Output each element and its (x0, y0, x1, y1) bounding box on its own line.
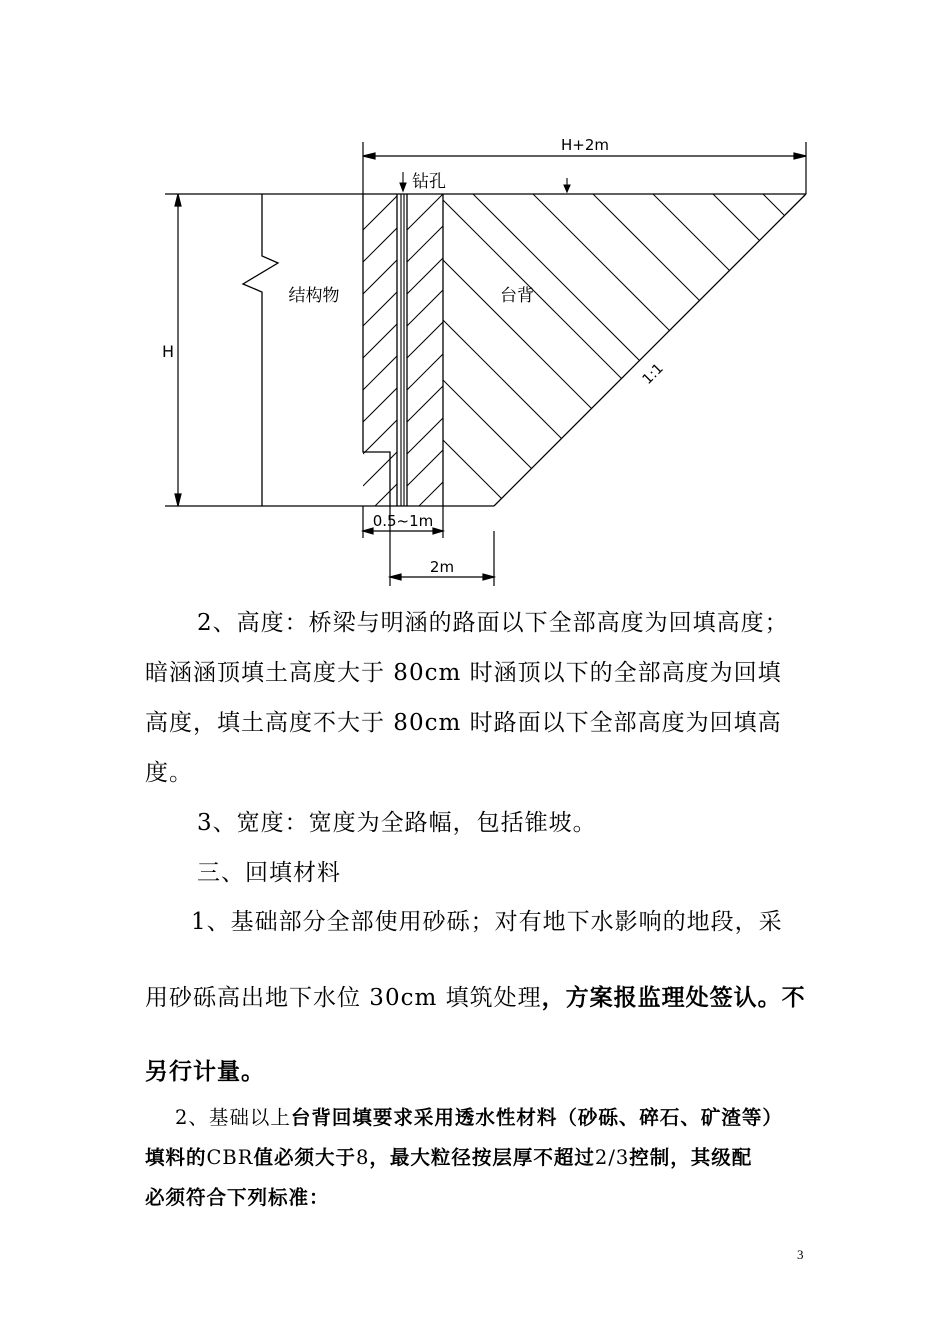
item2-line1-part-a: 2、基础以上 (175, 1106, 291, 1129)
item1-line3: 另行计量。 (145, 1059, 265, 1085)
base-dimension-label: 2m (429, 558, 455, 576)
height-paragraph-line4: 度。 (145, 760, 193, 786)
width-paragraph: 3、宽度：宽度为全路幅，包括锥坡。 (197, 810, 597, 836)
height-paragraph-line1: 2、高度：桥梁与明涵的路面以下全部高度为回填高度； (197, 610, 789, 636)
structure-outline (243, 194, 806, 506)
item2-line2-part-a: 填料的 (145, 1146, 207, 1169)
backfill-label: 台背 (500, 286, 534, 306)
item2-line2-part-f: 2/3 (594, 1146, 630, 1169)
item1-line2-part-b: ，方案报监理处签认。不 (541, 985, 806, 1011)
item2-line2-part-d: 8 (355, 1146, 370, 1169)
height-paragraph-line2: 暗涵涵顶填土高度大于 80cm 时涵顶以下的全部高度为回填 (145, 660, 782, 686)
item1-line1: 1、基础部分全部使用砂砾；对有地下水影响的地段，采 (191, 909, 783, 935)
right-hatched-wall (407, 192, 445, 518)
left-hatched-wall (363, 193, 400, 518)
page-number: 3 (797, 1247, 804, 1262)
item1-line2-part-a: 用砂砾高出地下水位 30cm 填筑处理 (145, 985, 542, 1011)
gap-label: 0.5~1m (372, 512, 434, 530)
item2-line2 (145, 1138, 810, 1178)
item2-line3: 必须符合下列标准： (145, 1186, 330, 1209)
abutment-backfill-diagram (0, 0, 950, 600)
section-heading-materials: 三、回填材料 (197, 860, 341, 886)
drill-label: 钻孔 (412, 172, 446, 192)
drill-hole (400, 172, 406, 506)
drill-marker (564, 178, 570, 192)
height-dimension (165, 194, 262, 506)
item2-line1 (145, 1098, 810, 1138)
slope-label: 1:1 (639, 360, 667, 388)
item2-line1-part-b: 台背回填要求采用透水性材料（砂砾、碎石、矿渣等） (290, 1106, 783, 1129)
height-paragraph-line3: 高度，填土高度不大于 80cm 时路面以下全部高度为回填高 (145, 710, 782, 736)
item2-line2-part-g: 控制，其级配 (629, 1146, 753, 1169)
item2-line2-part-b: CBR (206, 1146, 254, 1169)
top-dimension-label: H+2m (560, 136, 610, 154)
structure-label: 结构物 (288, 286, 340, 306)
item2-line2-part-e: ，最大粒径按层厚不超过 (369, 1146, 595, 1169)
height-label: H (161, 342, 175, 361)
backfill-wedge (443, 194, 950, 600)
item2-line2-part-c: 值必须大于 (253, 1146, 356, 1169)
item1-line2 (145, 975, 810, 1021)
